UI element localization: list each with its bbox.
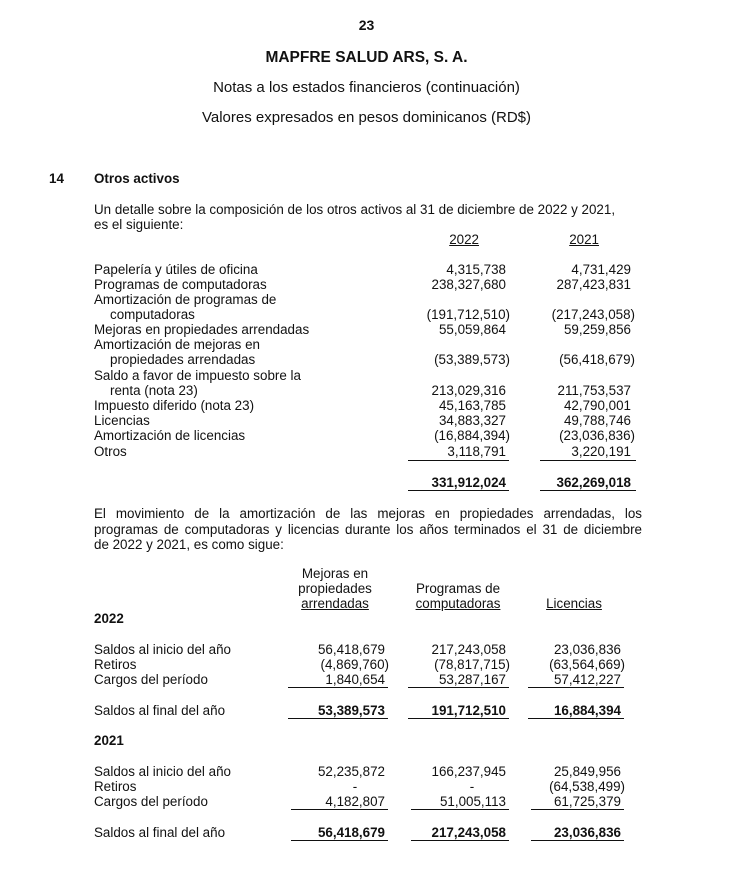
movement-line1: El movimiento de la amortización de las mejoras en propiedades arrendadas, los: [94, 506, 642, 521]
section-intro-line1: Un detalle sobre la composición de los otros activos al 31 de diciembre de 2022 y 2021,: [94, 202, 616, 217]
subtotal-rule: [408, 687, 509, 688]
table-cell-2022: 34,883,327: [438, 413, 506, 428]
table-cell-2022: (191,712,510): [426, 307, 510, 322]
table-row-label: Amortización de programas de: [94, 292, 277, 307]
table-cell-2021: 211,753,537: [557, 383, 631, 398]
table-cell-programas: -: [469, 779, 475, 794]
total-licencias: 16,884,394: [553, 703, 621, 718]
table-cell-programas: 53,287,167: [438, 672, 506, 687]
total-double-rule: [408, 718, 509, 719]
table-cell-2022: (53,389,573): [434, 352, 510, 367]
table-cell-licencias: 23,036,836: [553, 642, 621, 657]
page-number: 23: [358, 17, 375, 33]
table-cell-programas: 51,005,113: [439, 794, 506, 809]
subtotal-rule: [291, 809, 388, 810]
total-double-rule: [291, 840, 388, 841]
total-double-rule: [540, 490, 636, 491]
year-label: 2021: [94, 733, 124, 748]
table-row-label-cont: propiedades arrendadas: [110, 352, 256, 367]
table-cell-2021: 49,788,746: [563, 413, 631, 428]
table-row-label: Retiros: [94, 779, 137, 794]
total-programas: 217,243,058: [431, 825, 506, 840]
table-row-label: Mejoras en propiedades arrendadas: [94, 322, 310, 337]
movement-paragraph: [94, 506, 642, 553]
subtotal-rule: [288, 687, 388, 688]
table-row-label: Otros: [94, 444, 127, 459]
col2-header-line2: computadoras: [415, 596, 501, 611]
table-cell-2021: (56,418,679): [559, 352, 635, 367]
total-2022: 331,912,024: [431, 475, 506, 490]
table-cell-2021: (23,036,836): [559, 428, 635, 443]
col1-header-line3: arrendadas: [301, 596, 369, 611]
subtotal-rule: [408, 460, 509, 461]
table-row-label: Licencias: [94, 413, 150, 428]
year-label: 2022: [94, 611, 124, 626]
total-programas: 191,712,510: [431, 703, 506, 718]
table-row-label: Impuesto diferido (nota 23): [94, 398, 255, 413]
table-cell-mejoras: -: [352, 779, 358, 794]
col-header-2022: 2022: [449, 232, 479, 247]
table-cell-2021: 59,259,856: [563, 322, 631, 337]
col-header-2021: 2021: [569, 232, 599, 247]
table-cell-2021: 287,423,831: [556, 277, 631, 292]
table-row-label-cont: computadoras: [110, 307, 195, 322]
table-cell-2022: 238,327,680: [431, 277, 506, 292]
col2-header-line1: Programas de: [415, 581, 501, 596]
section-title: Otros activos: [94, 171, 180, 186]
table-cell-2021: 4,731,429: [571, 262, 631, 277]
table-row-label: Amortización de mejoras en: [94, 337, 260, 352]
table-cell-mejoras: 4,182,807: [325, 794, 385, 809]
subtotal-rule: [528, 687, 624, 688]
table-cell-licencias: 25,849,956: [553, 764, 621, 779]
table-cell-mejoras: (4,869,760): [320, 657, 389, 672]
table-row-label: Papelería y útiles de oficina: [94, 262, 258, 277]
table-cell-2022: 55,059,864: [438, 322, 506, 337]
table-row-label: Saldos al inicio del año: [94, 764, 231, 779]
table-cell-programas: 166,237,945: [431, 764, 506, 779]
col3-header: Licencias: [546, 596, 602, 611]
table-row-label: Amortización de licencias: [94, 428, 246, 443]
table-row-label: Saldo a favor de impuesto sobre la: [94, 368, 301, 383]
total-double-rule: [411, 840, 509, 841]
report-subtitle: Notas a los estados financieros (continuación): [213, 79, 520, 96]
section-intro-line2: es el siguiente:: [94, 217, 184, 232]
company-name: MAPFRE SALUD ARS, S. A.: [265, 49, 468, 66]
table-cell-licencias: 57,412,227: [553, 672, 621, 687]
total-licencias: 23,036,836: [553, 825, 621, 840]
table-row-label: Saldos al inicio del año: [94, 642, 231, 657]
table-cell-mejoras: 52,235,872: [317, 764, 385, 779]
table-cell-2021: (217,243,058): [551, 307, 635, 322]
total-mejoras: 56,418,679: [317, 825, 385, 840]
subtotal-rule: [540, 460, 636, 461]
table-row-label: Retiros: [94, 657, 137, 672]
total-row-label: Saldos al final del año: [94, 703, 226, 718]
table-cell-2022: (16,884,394): [434, 428, 510, 443]
table-row-label: Cargos del período: [94, 672, 208, 687]
total-row-label: Saldos al final del año: [94, 825, 226, 840]
movement-line3: de 2022 y 2021, es como sigue:: [94, 537, 284, 552]
table-cell-2021: 42,790,001: [563, 398, 631, 413]
table-cell-licencias: 61,725,379: [553, 794, 621, 809]
table-cell-licencias: (64,538,499): [549, 779, 625, 794]
table-cell-programas: (78,817,715): [434, 657, 510, 672]
table-cell-mejoras: 1,840,654: [325, 672, 385, 687]
total-2021: 362,269,018: [556, 475, 631, 490]
table-cell-2022: 213,029,316: [431, 383, 506, 398]
subtotal-rule: [411, 809, 509, 810]
col1-header-line2: propiedades: [298, 581, 372, 596]
table-row-label: Programas de computadoras: [94, 277, 267, 292]
total-double-rule: [528, 718, 624, 719]
table-cell-programas: 217,243,058: [431, 642, 506, 657]
table-cell-mejoras: 56,418,679: [317, 642, 385, 657]
total-double-rule: [408, 490, 509, 491]
table-cell-2021: 3,220,191: [571, 444, 631, 459]
col1-header-line1: Mejoras en: [301, 566, 369, 581]
table-cell-licencias: (63,564,669): [549, 657, 625, 672]
subtotal-rule: [531, 809, 624, 810]
total-double-rule: [531, 840, 624, 841]
table-row-label-cont: renta (nota 23): [110, 383, 198, 398]
table-row-label: Cargos del período: [94, 794, 208, 809]
total-double-rule: [288, 718, 388, 719]
currency-note: Valores expresados en pesos dominicanos (RD$): [201, 109, 532, 126]
total-mejoras: 53,389,573: [317, 703, 385, 718]
table-cell-2022: 4,315,738: [446, 262, 506, 277]
movement-line2: programas de computadoras y licencias durante los años terminados el 31 de diciembre: [94, 521, 642, 537]
table-cell-2022: 3,118,791: [447, 444, 506, 459]
table-cell-2022: 45,163,785: [438, 398, 506, 413]
section-number: 14: [49, 171, 64, 186]
